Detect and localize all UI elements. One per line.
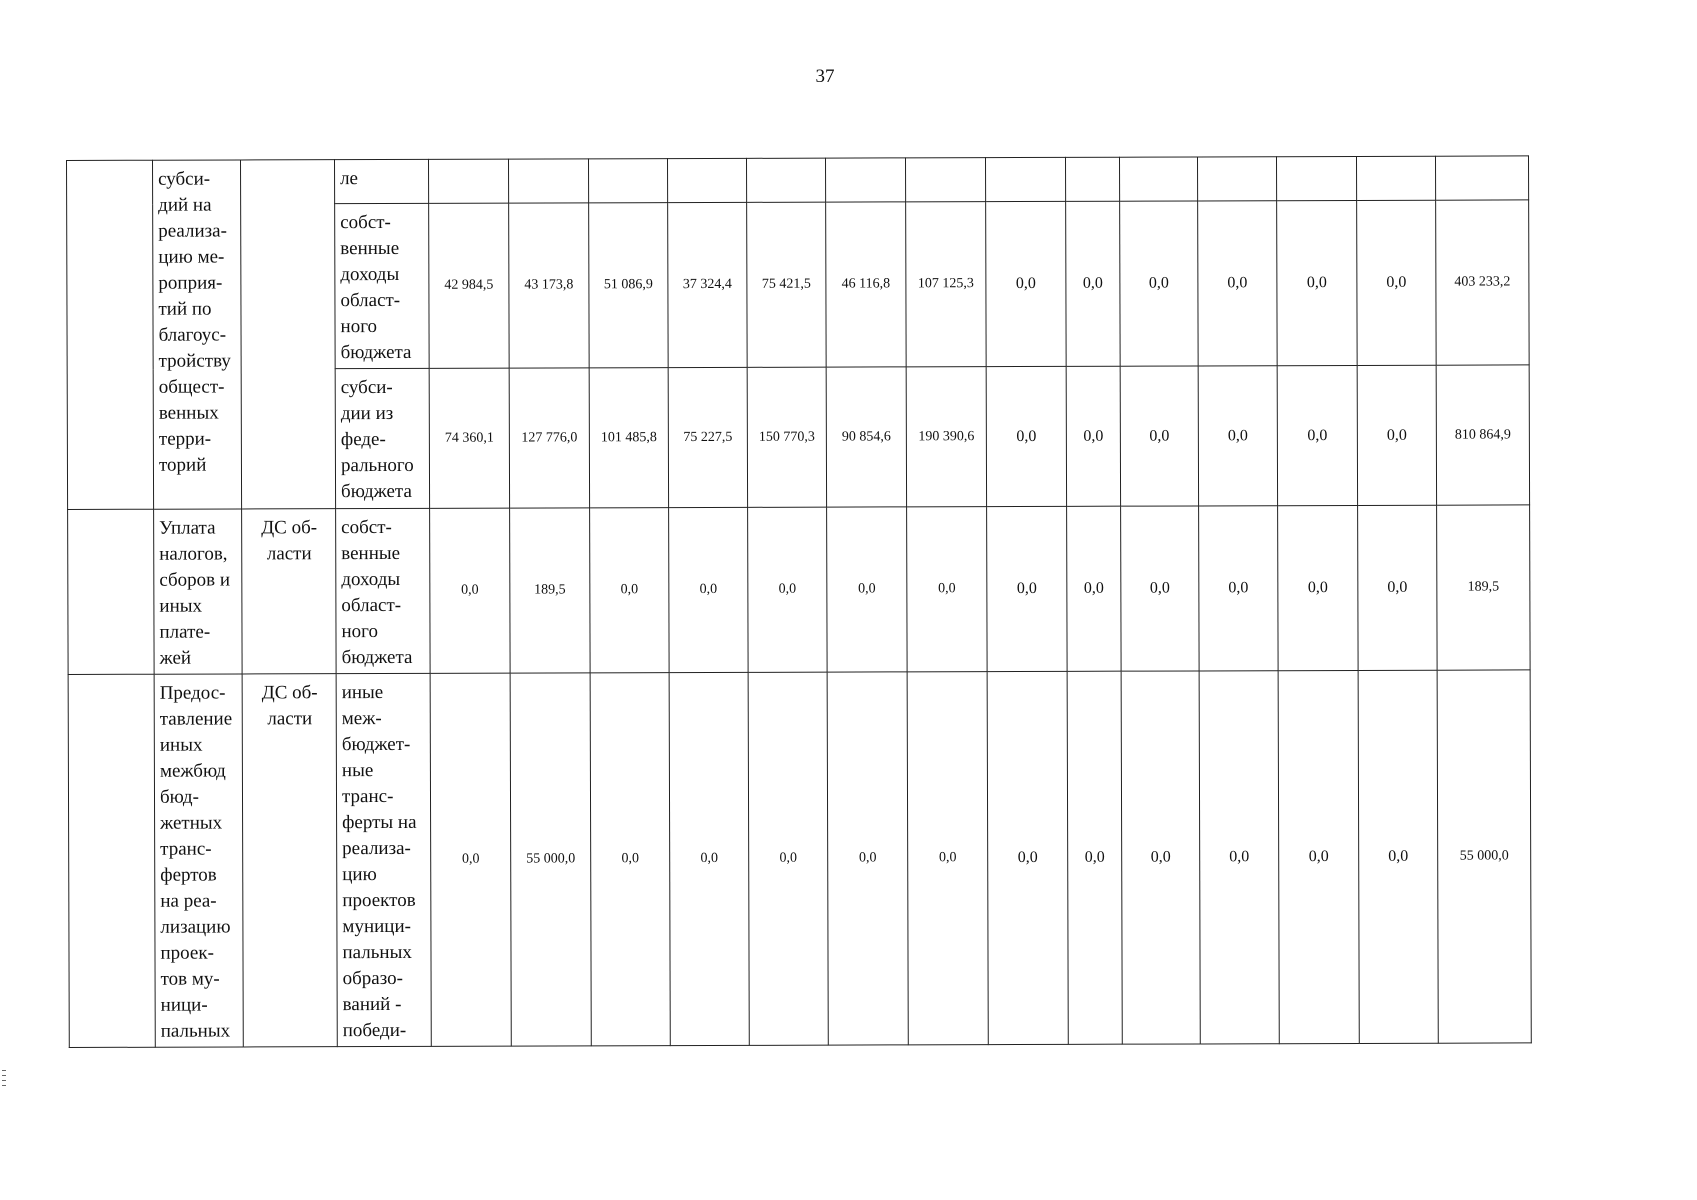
value-cell: 0,0: [1066, 201, 1121, 366]
value-cell: 0,0: [430, 508, 511, 673]
value-cell: 0,0: [987, 671, 1068, 1044]
value-cell: 0,0: [1277, 200, 1358, 365]
value-cell: 0,0: [1198, 201, 1278, 366]
value-cell: 0,0: [590, 673, 670, 1046]
value-cell: 107 125,3: [906, 202, 987, 367]
funding-source-cell: ле: [335, 159, 429, 203]
value-cell: 0,0: [1066, 366, 1120, 506]
value-cell: 0,0: [1121, 671, 1200, 1044]
item-cell: Уплата налогов, сборов и иных плате- жей: [154, 509, 243, 674]
value-cell: 0,0: [1357, 365, 1436, 505]
value-cell: 190 390,6: [906, 367, 986, 507]
item-cell: Предос- тавление иных межбюд бюд- жетных транс- фертов на реа- лизацию проек- тов му- ници- пальных: [154, 674, 243, 1047]
value-cell: 51 086,9: [589, 203, 669, 368]
value-cell: [667, 158, 746, 202]
value-cell: [905, 158, 985, 202]
executor-cell: [241, 160, 336, 509]
value-cell: 0,0: [1198, 366, 1277, 506]
value-cell: 0,0: [987, 506, 1068, 671]
value-cell: [428, 159, 508, 203]
value-cell: 0,0: [669, 507, 749, 672]
value-cell: 75 227,5: [668, 367, 747, 507]
funding-source-cell: собст- венные доходы област- ного бюджета: [336, 508, 431, 673]
value-cell: 189,5: [510, 508, 591, 673]
value-cell: 0,0: [669, 672, 749, 1045]
table-row: [68, 670, 1531, 1048]
value-cell: 189,5: [1437, 505, 1531, 670]
row-number-cell: [68, 674, 155, 1047]
value-cell: 0,0: [1358, 670, 1438, 1043]
value-cell: 55 000,0: [510, 673, 591, 1046]
value-cell: 42 984,5: [429, 203, 510, 368]
funding-source-cell: собст- венные доходы област- ного бюджета: [335, 203, 430, 368]
value-cell: 0,0: [827, 672, 908, 1045]
value-cell: 75 421,5: [747, 202, 827, 367]
funding-source-cell: иные меж- бюджет- ные транс- ферты на реализа- цию проектов муници- пальных образо- ваний - победи-: [336, 673, 431, 1046]
value-cell: 0,0: [1199, 506, 1279, 671]
value-cell: [1065, 157, 1119, 201]
value-cell: 150 770,3: [747, 367, 826, 507]
value-cell: [1276, 156, 1356, 200]
item-cell: субси- дий на реализа- цию ме- роприя- тий по благоус- тройству общест- венных терри- торий: [153, 160, 242, 509]
executor-cell: ДС об- ласти: [242, 674, 337, 1047]
value-cell: [1119, 157, 1197, 201]
value-cell: 0,0: [907, 672, 988, 1045]
value-cell: 0,0: [748, 672, 828, 1045]
value-cell: 90 854,6: [826, 367, 906, 507]
value-cell: 46 116,8: [826, 202, 907, 367]
value-cell: 37 324,4: [668, 202, 748, 367]
value-cell: 0,0: [1277, 365, 1357, 505]
value-cell: 810 864,9: [1436, 365, 1529, 505]
table-row: [68, 505, 1531, 675]
executor-cell: ДС об- ласти: [242, 509, 337, 674]
value-cell: [1197, 157, 1276, 201]
value-cell: 0,0: [986, 201, 1067, 366]
value-cell: 0,0: [1278, 670, 1359, 1043]
funding-source-cell: субси- дии из феде- рального бюджета: [335, 368, 429, 508]
value-cell: 0,0: [1120, 201, 1199, 366]
value-cell: [508, 159, 588, 203]
value-cell: 74 360,1: [429, 368, 509, 508]
value-cell: 0,0: [1121, 506, 1200, 671]
value-cell: 0,0: [1067, 671, 1122, 1044]
value-cell: 0,0: [1358, 505, 1438, 670]
value-cell: [588, 159, 667, 203]
row-number-cell: [67, 160, 154, 509]
value-cell: 0,0: [1067, 506, 1122, 671]
value-cell: 0,0: [748, 507, 828, 672]
value-cell: 403 233,2: [1436, 200, 1530, 365]
value-cell: [1356, 156, 1435, 200]
value-cell: 0,0: [590, 508, 670, 673]
row-number-cell: [68, 509, 155, 674]
budget-table: [66, 155, 1532, 1048]
value-cell: 0,0: [1357, 200, 1437, 365]
value-cell: 0,0: [1120, 366, 1198, 506]
value-cell: [1435, 156, 1528, 200]
value-cell: [825, 158, 905, 202]
value-cell: [985, 157, 1065, 201]
value-cell: 0,0: [986, 366, 1066, 506]
value-cell: 0,0: [430, 673, 511, 1046]
value-cell: 55 000,0: [1437, 670, 1531, 1043]
value-cell: 0,0: [907, 507, 988, 672]
value-cell: [746, 158, 825, 202]
page-number: 37: [815, 66, 835, 87]
value-cell: 127 776,0: [509, 368, 589, 508]
table-row: [67, 156, 1529, 205]
value-cell: 43 173,8: [509, 203, 590, 368]
margin-marks: [2, 1070, 6, 1090]
value-cell: 0,0: [1278, 505, 1359, 670]
value-cell: 0,0: [1199, 671, 1279, 1044]
value-cell: 0,0: [827, 507, 908, 672]
value-cell: 101 485,8: [589, 368, 668, 508]
